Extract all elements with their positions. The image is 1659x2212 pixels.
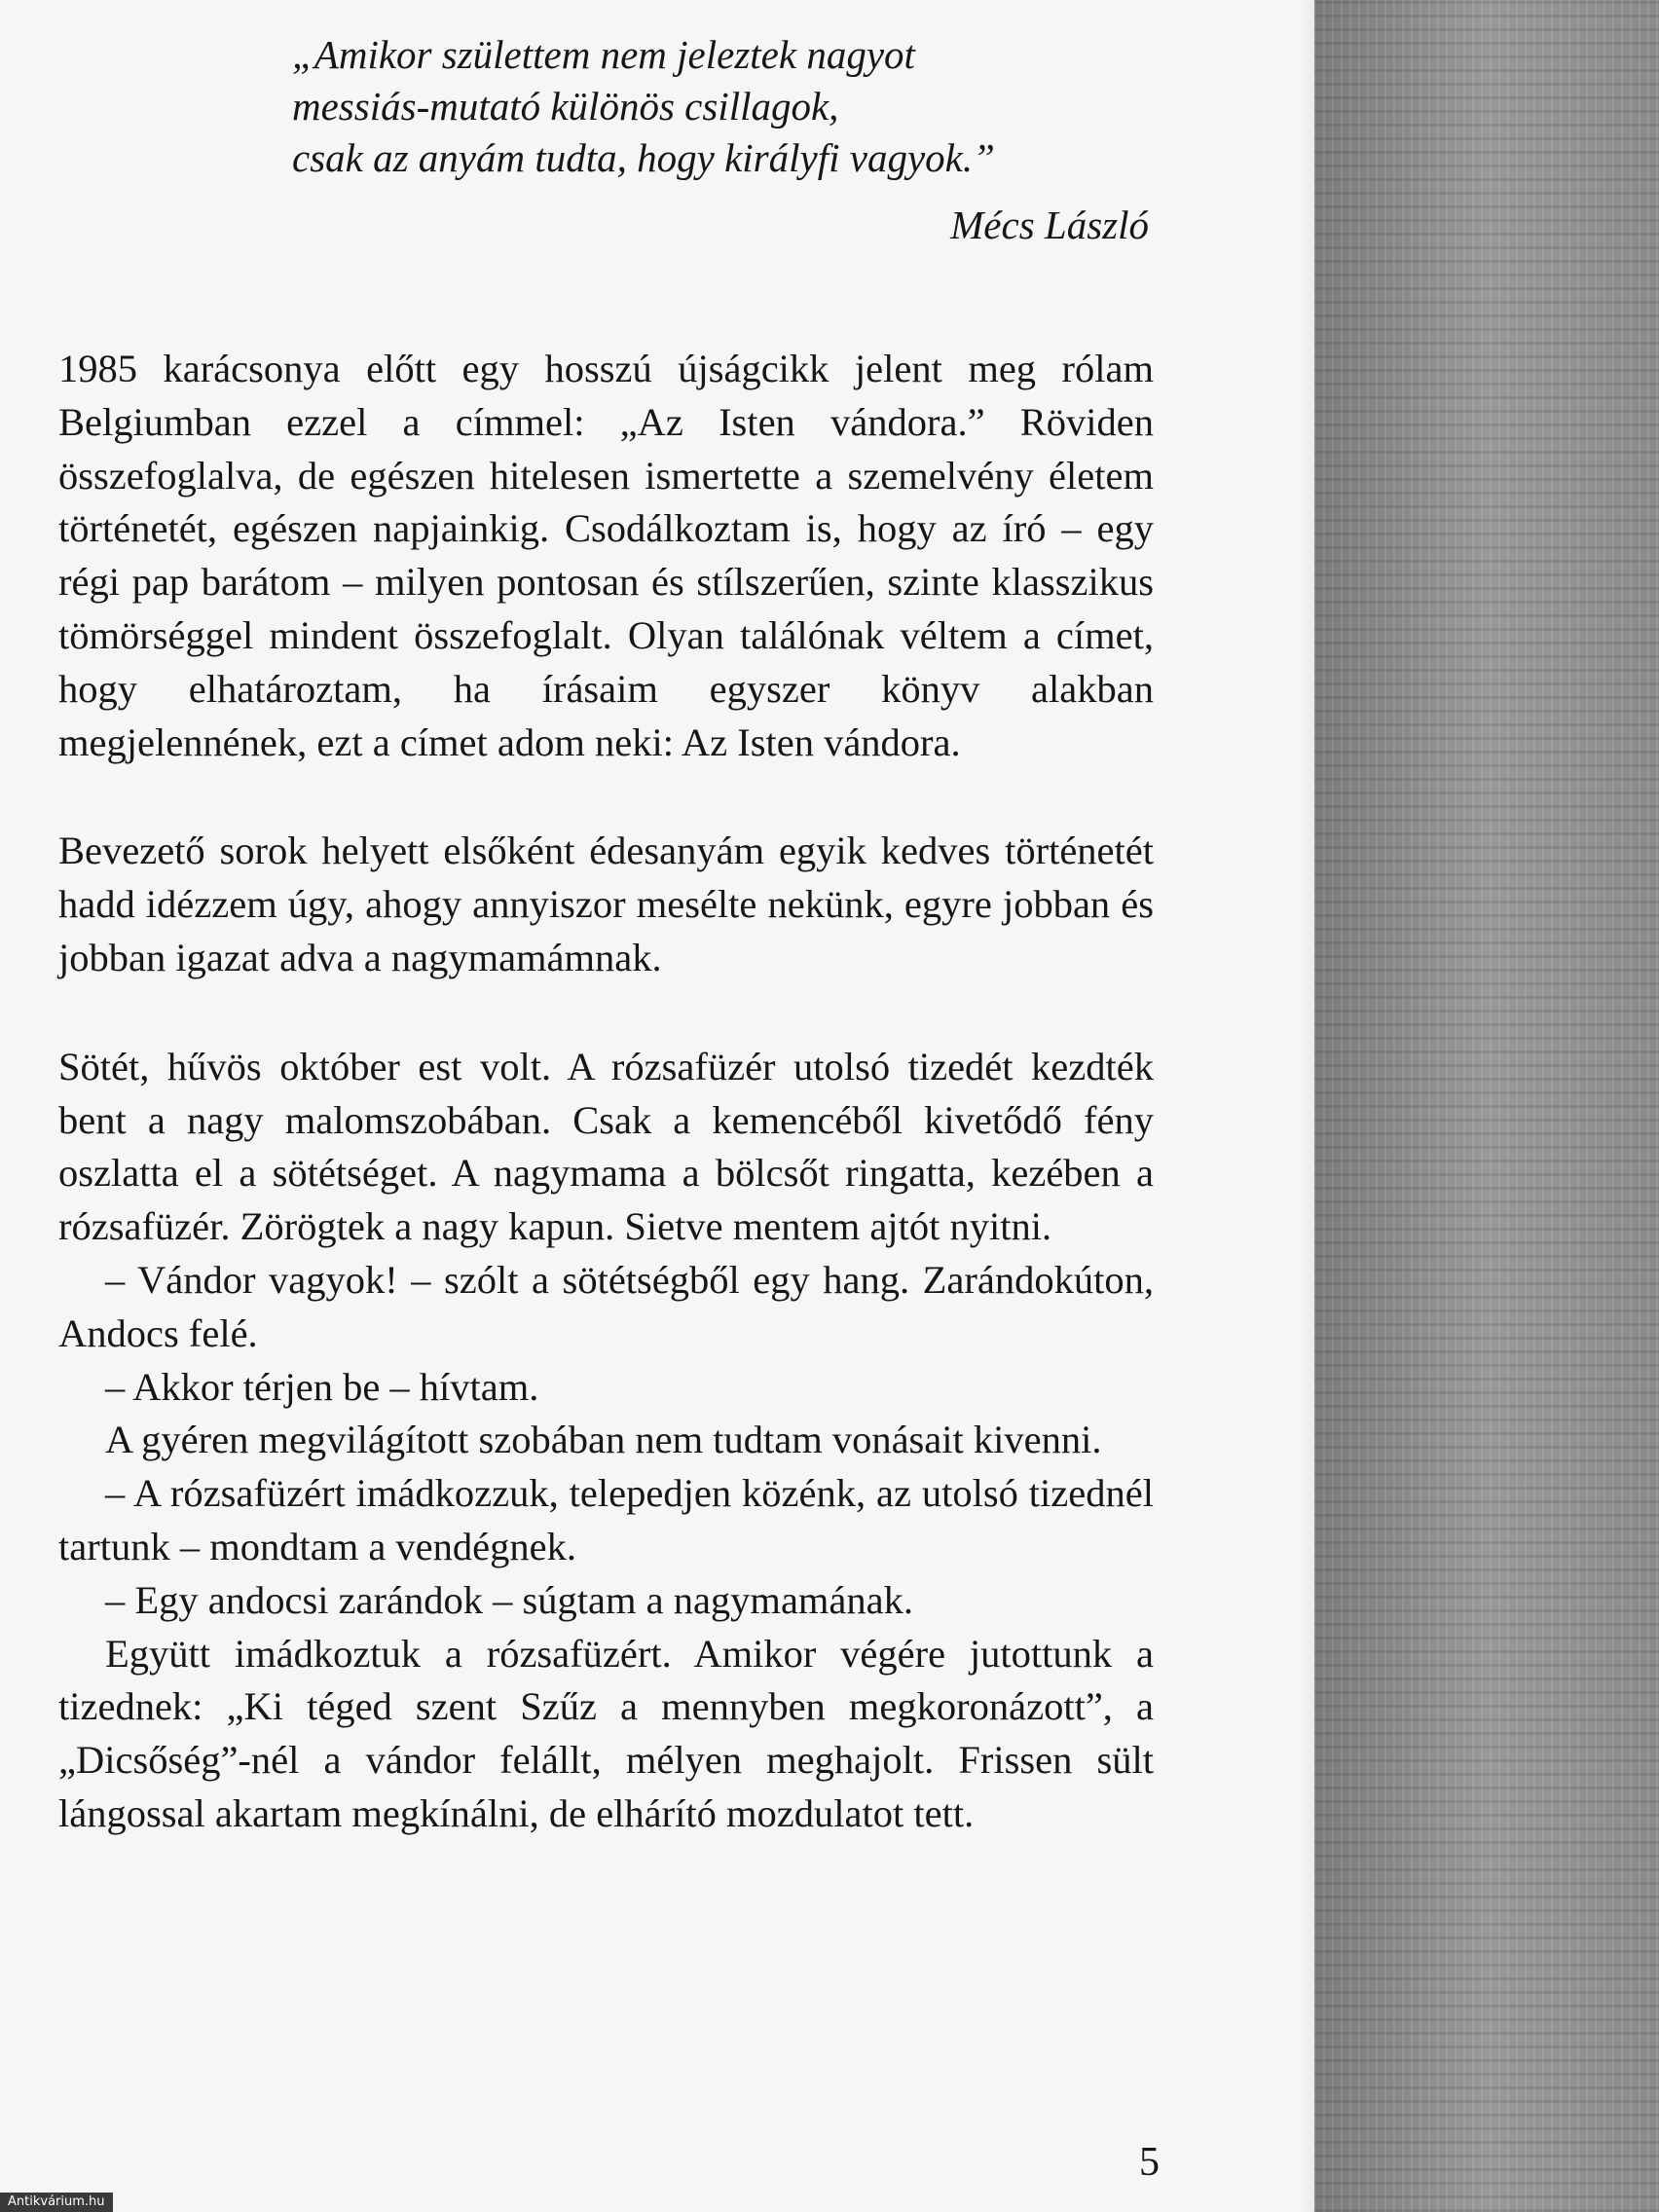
paragraph-story-opening: Sötét, hűvös október est volt. A rózsafüzér utolsó tizedét kezdték bent a nagy malomszobában. Csak a kemencéből kivetődő fény oszlatta el a sötétséget. A nagymama a bölcsőt ringatta, kezében a rózsafüzér. Zörögtek a nagy kapun. Sietve mentem ajtót nyitni.	[58, 1044, 1154, 1249]
paragraph-dim-room: A gyéren megvilágított szobában nem tudtam vonásait kivenni.	[105, 1418, 1102, 1462]
paragraph-prayer: Együtt imádkoztuk a rózsafüzért. Amikor végére jutottunk a tizednek: „Ki téged szent Szűz a mennyben megkoronázott”, a „Dicsőség”-nél a vándor felállt, mélyen meghajolt. Frissen sült lángossal akartam megkínálni, de elhárító mozdulatot tett.	[58, 1631, 1154, 1835]
epigraph-line-2: messiás-mutató különös csillagok,	[292, 84, 839, 129]
watermark: Antikvárium.hu	[0, 2193, 113, 2212]
paragraph-dialogue-wanderer: – Vándor vagyok! – szólt a sötétségből egy hang. Zarándokúton, Andocs felé.	[58, 1257, 1154, 1355]
adjacent-page-background	[1314, 0, 1659, 2212]
epigraph	[292, 29, 1149, 251]
paragraph-preface: Bevezető sorok helyett elsőként édesanyám egyik kedves történetét hadd idézzem úgy, ahogy annyiszor mesélte nekünk, egyre jobban és jobban igazat adva a nagymamámnak.	[58, 829, 1154, 979]
body-text	[58, 343, 1154, 1841]
paragraph-dialogue-whisper: – Egy andocsi zarándok – súgtam a nagymamának.	[105, 1577, 913, 1622]
paragraph-dialogue-rosary: – A rózsafüzért imádkozzuk, telepedjen közénk, az utolsó tizednél tartunk – mondtam a vendégnek.	[58, 1471, 1154, 1568]
epigraph-line-3: csak az anyám tudta, hogy királyfi vagyok.”	[292, 135, 995, 180]
epigraph-author: Mécs László	[950, 203, 1149, 247]
page-number: 5	[1139, 2140, 1160, 2185]
paragraph-intro: 1985 karácsonya előtt egy hosszú újságcikk jelent meg rólam Belgiumban ezzel a címmel: „Az Isten vándora.” Röviden összefoglalva, de egészen hitelesen ismertette a szemelvény életem történetét, egészen napjainkig. Csodálkoztam is, hogy az író – egy régi pap barátom – milyen pontosan és stílszerűen, szinte klasszikus tömörséggel mindent összefoglalt. Olyan találónak véltem a címet, hogy elhatároztam, ha írásaim egyszer könyv alakban megjelennének, ezt a címet adom neki: Az Isten vándora.	[58, 347, 1154, 764]
paragraph-dialogue-invite: – Akkor térjen be – hívtam.	[105, 1364, 539, 1409]
epigraph-line-1: „Amikor születtem nem jeleztek nagyot	[292, 32, 915, 77]
